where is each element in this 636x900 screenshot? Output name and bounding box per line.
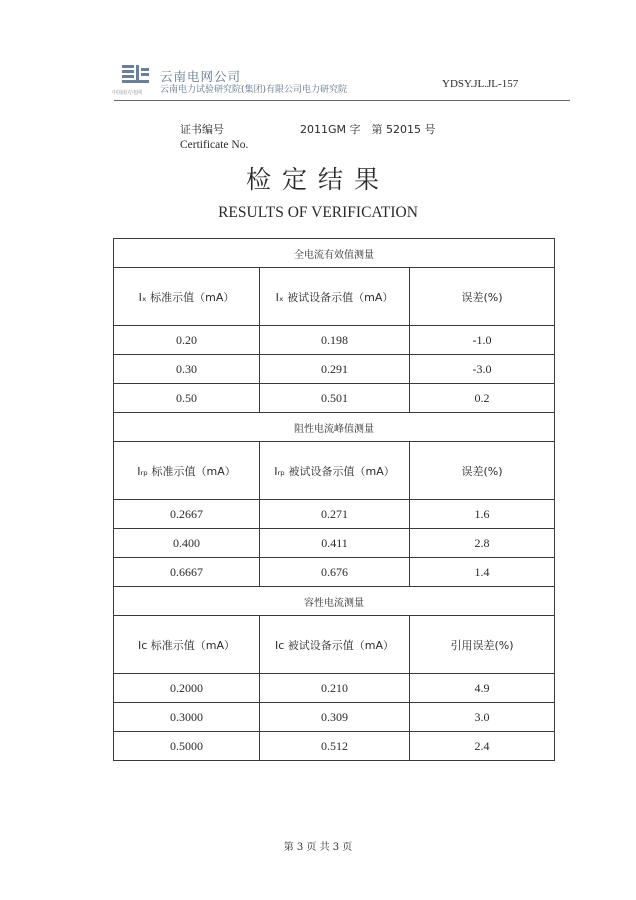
- certificate-number: 2011GM 字 第 52015 号: [300, 123, 436, 136]
- table-cell: -3.0: [410, 355, 555, 384]
- table-cell: 0.676: [260, 558, 410, 587]
- column-header: Iᵣₚ 被试设备示值（mA）: [260, 442, 410, 500]
- column-header: 引用误差(%): [410, 616, 555, 674]
- table-cell: 3.0: [410, 703, 555, 732]
- page-title-en: RESULTS OF VERIFICATION: [218, 204, 418, 221]
- section-title: 容性电流测量: [114, 587, 555, 616]
- table-cell: 0.5000: [114, 732, 260, 761]
- table-cell: 0.271: [260, 500, 410, 529]
- table-row: [114, 732, 555, 761]
- table-cell: 2.4: [410, 732, 555, 761]
- table-header-row: [114, 616, 555, 674]
- table-header-row: [114, 268, 555, 326]
- table-header-row: [114, 442, 555, 500]
- table-cell: 0.411: [260, 529, 410, 558]
- table-cell: 0.309: [260, 703, 410, 732]
- table-row: [114, 384, 555, 413]
- verification-results-table: [113, 238, 555, 761]
- column-header: Ic 标准示值（mA）: [114, 616, 260, 674]
- section-title: 阻性电流峰值测量: [114, 413, 555, 442]
- table-cell: -1.0: [410, 326, 555, 355]
- table-row: [114, 558, 555, 587]
- certificate-number-block: [180, 121, 436, 151]
- company-subname: 云南电力试验研究院(集团)有限公司电力研究院: [160, 85, 348, 95]
- table-cell: 2.8: [410, 529, 555, 558]
- document-code: YDSY.JL.JL-157: [442, 78, 519, 90]
- table-row: [114, 529, 555, 558]
- table-cell: 0.210: [260, 674, 410, 703]
- table-row: [114, 500, 555, 529]
- table-cell: 0.2: [410, 384, 555, 413]
- header-divider: [114, 100, 570, 101]
- table-row: [114, 355, 555, 384]
- certificate-label-en: Certificate No.: [180, 139, 249, 151]
- column-header: Iₓ 被试设备示值（mA）: [260, 268, 410, 326]
- company-name: 云南电网公司: [160, 69, 242, 84]
- section-title: 全电流有效值测量: [114, 239, 555, 268]
- table-cell: 0.20: [114, 326, 260, 355]
- table-row: [114, 326, 555, 355]
- table-cell: 0.30: [114, 355, 260, 384]
- table-cell: 1.6: [410, 500, 555, 529]
- column-header: Ic 被试设备示值（mA）: [260, 616, 410, 674]
- table-row: [114, 674, 555, 703]
- table-cell: 0.501: [260, 384, 410, 413]
- logo-caption: 中国南方电网: [112, 90, 143, 96]
- section-title-row: [114, 587, 555, 616]
- column-header: Iₓ 标准示值（mA）: [114, 268, 260, 326]
- company-block: [160, 70, 347, 96]
- table-cell: 0.400: [114, 529, 260, 558]
- table-cell: 4.9: [410, 674, 555, 703]
- table-cell: 0.512: [260, 732, 410, 761]
- table-cell: 1.4: [410, 558, 555, 587]
- certificate-label-cn: 证书编号: [180, 123, 224, 136]
- table-cell: 0.198: [260, 326, 410, 355]
- page-number: 第 3 页 共 3 页: [283, 842, 353, 853]
- csg-logo-icon: [120, 64, 150, 86]
- table-cell: 0.6667: [114, 558, 260, 587]
- table-cell: 0.2000: [114, 674, 260, 703]
- table-cell: 0.2667: [114, 500, 260, 529]
- column-header: 误差(%): [410, 442, 555, 500]
- table-cell: 0.3000: [114, 703, 260, 732]
- page-title-cn: 检定结果: [245, 165, 390, 194]
- section-title-row: [114, 239, 555, 268]
- table-row: [114, 703, 555, 732]
- table-cell: 0.50: [114, 384, 260, 413]
- letterhead: [0, 0, 636, 102]
- column-header: Iᵣₚ 标准示值（mA）: [114, 442, 260, 500]
- section-title-row: [114, 413, 555, 442]
- table-cell: 0.291: [260, 355, 410, 384]
- column-header: 误差(%): [410, 268, 555, 326]
